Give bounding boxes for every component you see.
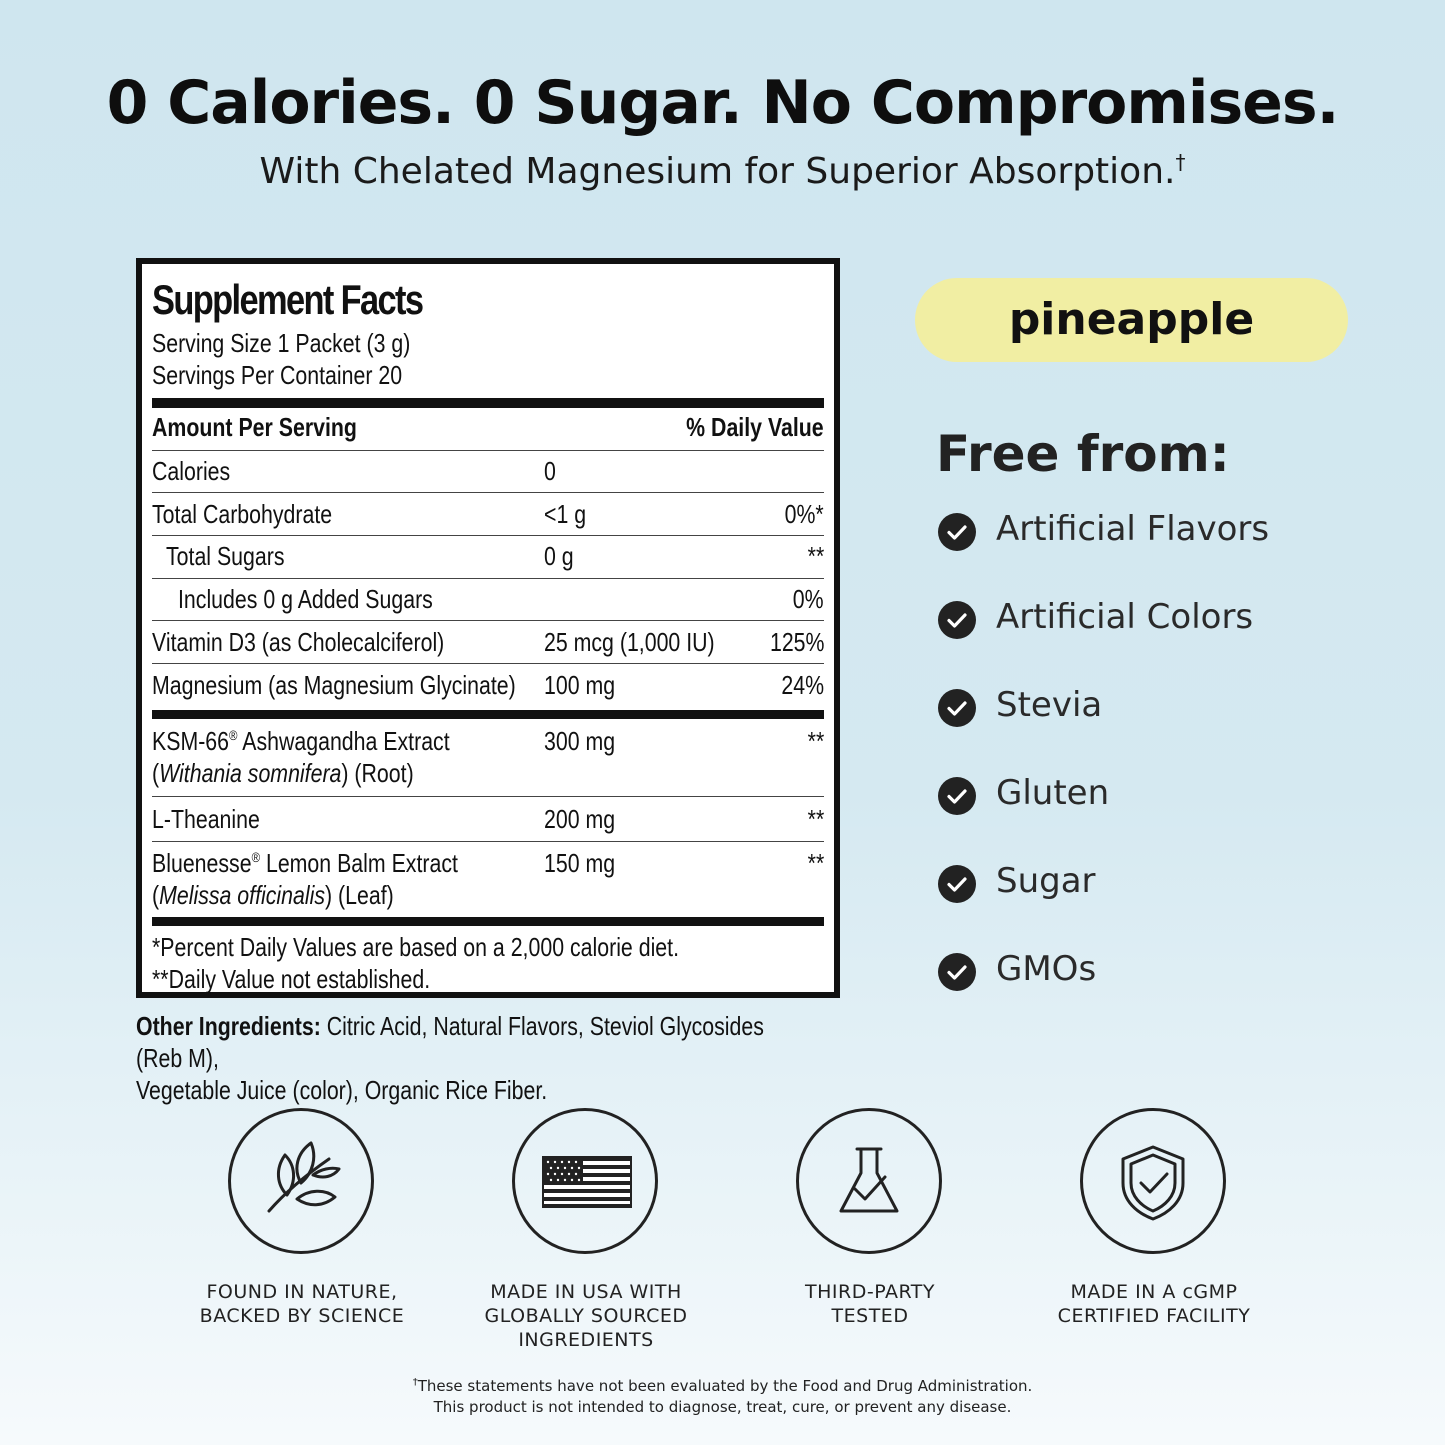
thick-divider <box>152 398 824 408</box>
ingredient-name: L-Theanine <box>152 804 260 834</box>
other-ingredients-text-line2: Vegetable Juice (color), Organic Rice Fiber. <box>136 1075 548 1105</box>
nutrient-amount: 0 g <box>544 541 574 571</box>
nutrient-dv: 125% <box>769 627 824 657</box>
amount-per-serving-label: Amount Per Serving <box>152 412 357 442</box>
badge-caption: THIRD-PARTY TESTED <box>805 1281 935 1327</box>
free-from-label: Sugar <box>996 861 1096 901</box>
row-divider <box>152 796 824 797</box>
free-from-label: Artificial Colors <box>996 597 1254 637</box>
nutrient-amount: 100 mg <box>544 670 616 700</box>
check-circle-icon <box>938 689 976 727</box>
row-divider <box>152 450 824 451</box>
nutrient-dv: ** <box>807 541 824 571</box>
nutrient-name: Total Sugars <box>166 541 285 571</box>
nutrient-dv: 0%* <box>784 499 824 529</box>
fda-disclaimer: †These statements have not been evaluated by the Food and Drug Administration. This product is not intended to diagnose, treat, cure, or prevent any disease. <box>412 1377 1033 1416</box>
row-divider <box>152 578 824 579</box>
thick-divider <box>152 917 824 926</box>
supplement-facts-panel <box>136 258 840 998</box>
other-ingredients-text: Citric Acid, Natural Flavors, Steviol Glycosides (Reb M), <box>136 1011 764 1073</box>
footnote-daily-values: *Percent Daily Values are based on a 2,000 calorie diet. <box>152 932 680 962</box>
ingredient-amount: 200 mg <box>544 804 616 834</box>
dagger-mark: † <box>412 1377 418 1388</box>
subheadline <box>0 150 1445 192</box>
free-from-title: Free from: <box>936 425 1230 483</box>
ingredient-dv: ** <box>807 804 824 834</box>
us-flag-icon <box>512 1108 658 1254</box>
nutrient-name: Includes 0 g Added Sugars <box>178 584 433 614</box>
nutrient-name: Calories <box>152 456 231 486</box>
check-circle-icon <box>938 777 976 815</box>
thick-divider <box>152 710 824 719</box>
other-ingredients-label: Other Ingredients: <box>136 1011 321 1041</box>
nutrient-amount: <1 g <box>544 499 587 529</box>
row-divider <box>152 620 824 621</box>
dagger-mark: † <box>1175 150 1186 174</box>
nutrient-name: Total Carbohydrate <box>152 499 333 529</box>
facts-title: Supplement Facts <box>152 276 423 323</box>
daily-value-label: % Daily Value <box>686 412 824 442</box>
serving-size: Serving Size 1 Packet (3 g) <box>152 328 411 358</box>
badge-caption: MADE IN USA WITH GLOBALLY SOURCED INGREDIENTS <box>484 1281 688 1351</box>
footnote-not-established: **Daily Value not established. <box>152 964 431 994</box>
check-circle-icon <box>938 953 976 991</box>
row-divider <box>152 841 824 842</box>
ingredient-dv: ** <box>807 726 824 756</box>
check-circle-icon <box>938 601 976 639</box>
free-from-label: GMOs <box>996 949 1097 989</box>
ingredient-amount: 300 mg <box>544 726 616 756</box>
ingredient-amount: 150 mg <box>544 848 616 878</box>
nutrient-name: Vitamin D3 (as Cholecalciferol) <box>152 627 445 657</box>
row-divider <box>152 535 824 536</box>
nutrient-amount: 0 <box>544 456 556 486</box>
nutrient-amount: 25 mcg (1,000 IU) <box>544 627 715 657</box>
free-from-label: Gluten <box>996 773 1110 813</box>
check-circle-icon <box>938 513 976 551</box>
other-ingredients <box>136 1010 776 1106</box>
row-divider <box>152 492 824 493</box>
nutrient-name: Magnesium (as Magnesium Glycinate) <box>152 670 516 700</box>
check-circle-icon <box>938 865 976 903</box>
ingredient-latin: (Melissa officinalis) (Leaf) <box>152 880 394 910</box>
flavor-pill: pineapple <box>915 278 1348 362</box>
ingredient-dv: ** <box>807 848 824 878</box>
row-divider <box>152 663 824 664</box>
ingredient-name: Bluenesse® Lemon Balm Extract <box>152 848 458 878</box>
servings-per-container: Servings Per Container 20 <box>152 360 403 390</box>
free-from-label: Artificial Flavors <box>996 509 1270 549</box>
nutrient-dv: 0% <box>793 584 824 614</box>
leaf-icon <box>228 1108 374 1254</box>
badge-caption: MADE IN A cGMP CERTIFIED FACILITY <box>1057 1281 1251 1327</box>
ingredient-latin: (Withania somnifera) (Root) <box>152 758 414 788</box>
badge-caption: FOUND IN NATURE, BACKED BY SCIENCE <box>199 1281 405 1327</box>
ingredient-name: KSM-66® Ashwagandha Extract <box>152 726 450 756</box>
shield-check-icon <box>1080 1108 1226 1254</box>
subheadline-text: With Chelated Magnesium for Superior Absorption. <box>259 151 1176 192</box>
free-from-label: Stevia <box>996 685 1103 725</box>
flask-check-icon <box>796 1108 942 1254</box>
nutrient-dv: 24% <box>781 670 824 700</box>
headline: 0 Calories. 0 Sugar. No Compromises. <box>106 68 1339 138</box>
